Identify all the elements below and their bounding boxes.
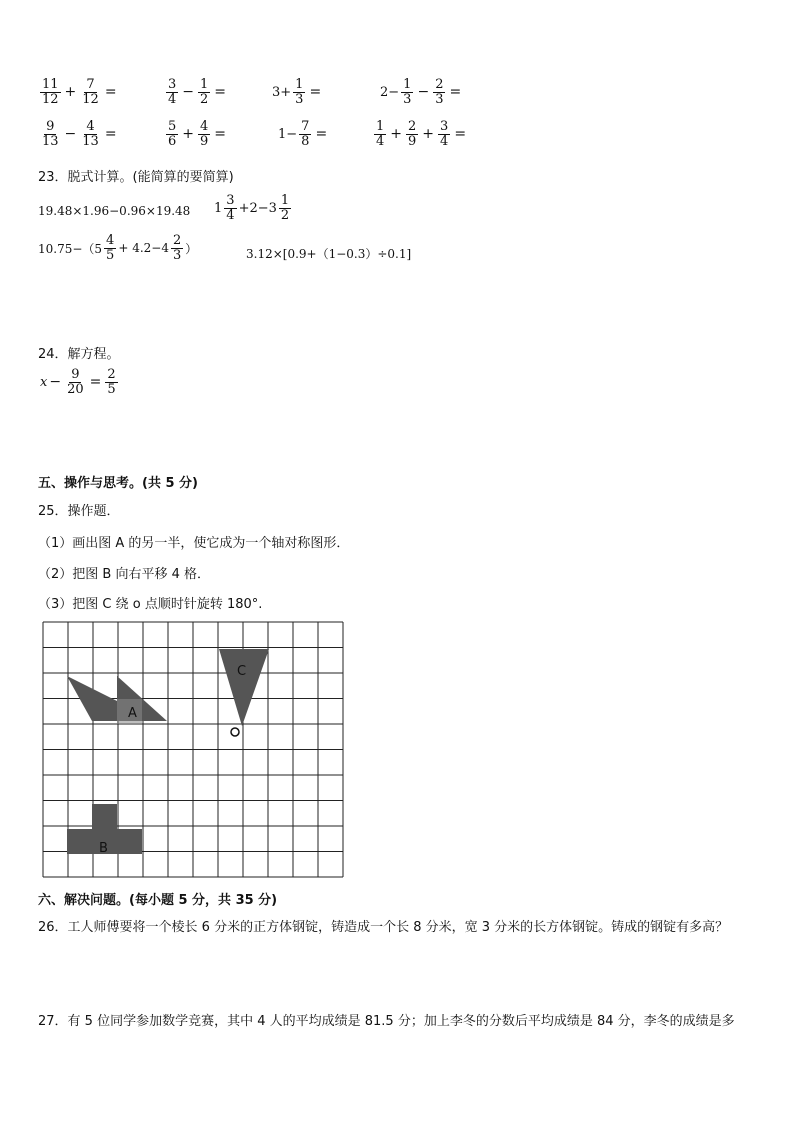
q25-step-1: （1）画出图 A 的另一半，使它成为一个轴对称图形． <box>38 536 350 551</box>
arith-r2-e3: 1− $\frac{7}{8}$ = <box>278 119 328 149</box>
grid-figure <box>42 621 352 885</box>
arith-r1-e4: 2− $\frac{1}{3}$ − $\frac{2}{3}$ = <box>380 77 462 107</box>
q24-equation: x − $\frac{9}{20}$ = $\frac{2}{5}$ <box>40 367 116 397</box>
arith-r2-e4: $\frac{1}{4}$ + $\frac{2}{9}$ + $\frac{3}{4}$ = <box>376 119 467 149</box>
arith-r2-e1: $\frac{9}{13}$ − $\frac{4}{13}$ = <box>42 119 117 149</box>
shape-c <box>219 649 269 726</box>
grid-svg <box>42 621 352 885</box>
arith-r1-e1: $\frac{11}{12}$ + $\frac{7}{12}$ = <box>42 77 117 107</box>
q25-step-2: （2）把图 B 向右平移 4 格． <box>38 567 210 582</box>
arith-r1-e2: $\frac{3}{4}$ − $\frac{1}{2}$ = <box>168 77 227 107</box>
q25-step-3: （3）把图 C 绕 o 点顺时针旋转 180°. <box>38 597 263 612</box>
q23-expr-3: 10.75−（5 $\frac{4}{5}$ + 4.2−4 $\frac{2}{3}$ ） <box>38 233 198 263</box>
label-a: A <box>128 706 137 721</box>
arith-r1-e3: 3+ $\frac{1}{3}$ = <box>272 77 322 107</box>
q27-text: 27．有 5 位同学参加数学竞赛，其中 4 人的平均成绩是 81.5 分；加上李冬的分数后平均成绩是 84 分，李冬的成绩是多 <box>38 1014 735 1029</box>
q23-title: 23．脱式计算。(能简算的要简算) <box>38 170 234 185</box>
arith-r2-e2: $\frac{5}{6}$ + $\frac{4}{9}$ = <box>168 119 227 149</box>
rotation-point-o <box>231 728 239 736</box>
q23-expr-1: 19.48×1.96−0.96×19.48 <box>38 204 191 218</box>
label-c: C <box>237 664 247 679</box>
q25-title: 25．操作题． <box>38 504 120 519</box>
q26-text: 26．工人师傅要将一个棱长 6 分米的正方体钢锭，铸造成一个长 8 分米，宽 3 分米的长方体钢锭。铸成的钢锭有多高？ <box>38 920 729 935</box>
q23-expr-4: 3.12×[0.9+（1−0.3）÷0.1] <box>246 247 412 261</box>
section6-title: 六、解决问题。(每小题 5 分，共 35 分) <box>38 893 278 908</box>
section5-title: 五、操作与思考。(共 5 分) <box>38 476 198 491</box>
q24-title: 24．解方程。 <box>38 347 120 362</box>
q23-expr-2: 1 $\frac{3}{4}$ +2−3 $\frac{1}{2}$ <box>214 193 290 223</box>
label-b: B <box>99 841 108 856</box>
